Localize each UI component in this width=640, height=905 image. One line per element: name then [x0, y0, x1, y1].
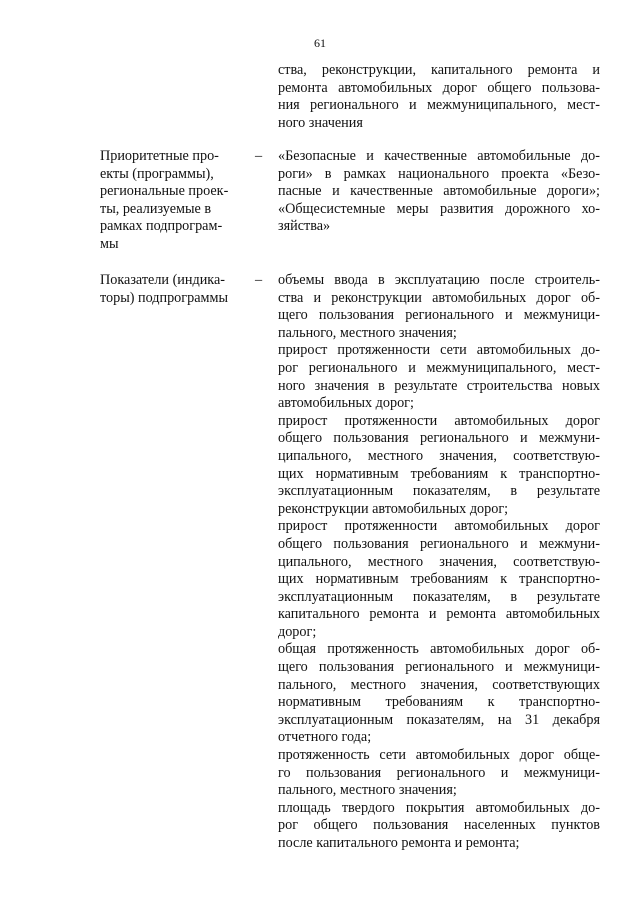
text-line: площадь твердого покрытия автомобильных до-: [278, 799, 600, 816]
text-line: эксплуатационным показателям, в результате: [278, 588, 600, 605]
text-line: пасные и качественные автомобильные дороги»;: [278, 183, 600, 200]
text-line: зяйства»: [278, 218, 331, 235]
intro-paragraph: [278, 62, 600, 132]
text-line: нормативным требованиям к транспортно-: [278, 694, 600, 711]
text-line: щего пользования регионального и межмуници-: [278, 307, 600, 324]
label-line: Приоритетные про-: [100, 148, 219, 164]
label-line: ты, реализуемые в: [100, 200, 212, 217]
label-line: торы) подпрограммы: [100, 289, 228, 306]
text-line: ципального, местного значения, соответствую-: [278, 447, 600, 464]
text-line: эксплуатационным показателям, на 31 декабря: [278, 711, 600, 728]
text-line: после капитального ремонта и ремонта;: [278, 835, 520, 851]
text-line: роги» в рамках национального проекта «Безо-: [278, 165, 600, 182]
label-line: екты (программы),: [100, 165, 214, 182]
text-line: рог общего пользования населенных пунктов: [278, 817, 600, 834]
text-line: общая протяженность автомобильных дорог об-: [278, 641, 600, 658]
text-line: ния регионального и межмуниципального, мест-: [278, 97, 600, 114]
page-number: 61: [314, 36, 326, 50]
text-line: протяженность сети автомобильных дорог обще-: [278, 747, 600, 764]
text-line: ремонта автомобильных дорог общего пользова-: [278, 79, 600, 96]
text-line: «Общесистемные меры развития дорожного хо-: [278, 200, 600, 217]
text-line: пального, местного значения;: [278, 782, 457, 799]
label-line: рамках подпрограм-: [100, 218, 223, 235]
label-line: Показатели (индика-: [100, 272, 225, 288]
text-line: автомобильных дорог;: [278, 395, 414, 412]
row-label-priority-projects: [100, 148, 252, 254]
text-line: го пользования регионального и межмуници-: [278, 764, 600, 781]
text-line: щих нормативным требованиям к транспортно-: [278, 571, 600, 588]
text-line: дорог;: [278, 623, 317, 640]
text-line: объемы ввода в эксплуатацию после строитель-: [278, 272, 600, 288]
text-line: отчетного года;: [278, 729, 372, 746]
text-line: реконструкции автомобильных дорог;: [278, 500, 509, 517]
text-line: общего пользования регионального и межмуни-: [278, 535, 600, 552]
label-line: мы: [100, 235, 119, 252]
text-line: щих нормативным требованиям к транспортно-: [278, 465, 600, 482]
row-dash: –: [255, 272, 263, 288]
text-line: рог регионального и межмуниципального, мест-: [278, 359, 600, 376]
text-line: прирост протяженности сети автомобильных до-: [278, 342, 600, 359]
row-label-indicators: [100, 272, 252, 307]
text-line: прирост протяженности автомобильных дорог: [278, 412, 600, 429]
text-line: щего пользования регионального и межмуници-: [278, 659, 600, 676]
text-line: ного значения: [278, 114, 363, 131]
text-line: эксплуатационным показателям, в результате: [278, 483, 600, 500]
text-line: общего пользования регионального и межмуни-: [278, 430, 600, 447]
text-line: ного значения в результате строительства новых: [278, 377, 600, 394]
text-line: пального, местного значения;: [278, 324, 457, 341]
row-dash: –: [255, 148, 263, 164]
text-line: ципального, местного значения, соответствую-: [278, 553, 600, 570]
row-content-priority-projects: [278, 148, 600, 236]
text-line: пального, местного значения, соответствующих: [278, 676, 600, 693]
text-line: капитального ремонта и ремонта автомобильных: [278, 606, 600, 623]
text-line: ства и реконструкции автомобильных дорог об-: [278, 289, 600, 306]
label-line: региональные проек-: [100, 183, 229, 200]
text-line: прирост протяженности автомобильных дорог: [278, 518, 600, 535]
row-content-indicators: [278, 272, 600, 853]
text-line: «Безопасные и качественные автомобильные до-: [278, 148, 600, 164]
text-line: ства, реконструкции, капитального ремонта и: [278, 62, 600, 78]
